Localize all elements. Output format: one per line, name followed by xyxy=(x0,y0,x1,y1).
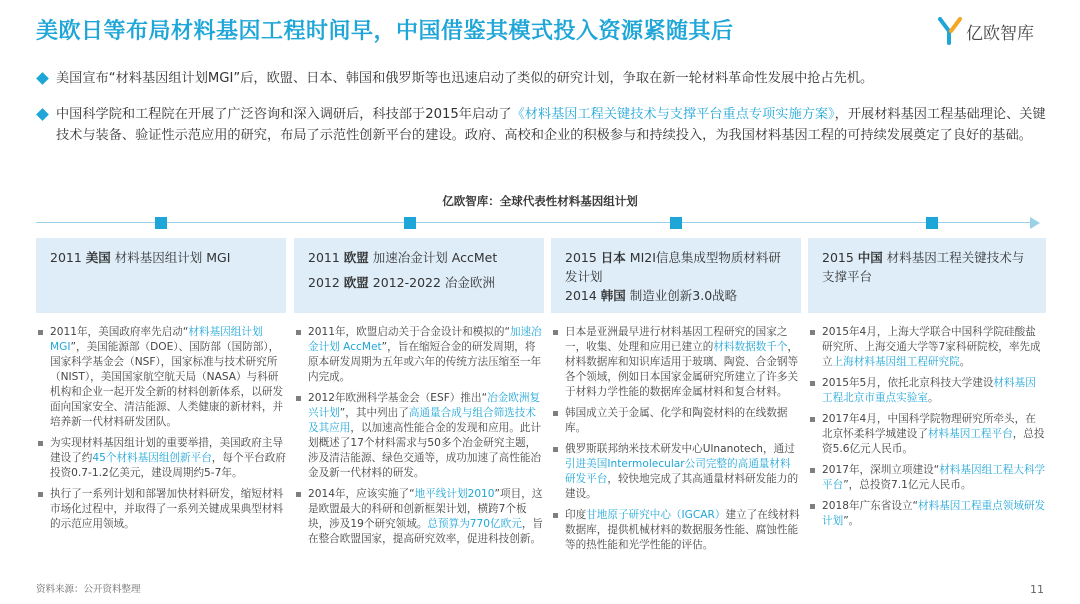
column-header-line xyxy=(308,248,530,267)
column-header-usa xyxy=(36,238,286,313)
header-program-name: 材料基因工程关键技术与支撑平台 xyxy=(822,250,1025,284)
list-item xyxy=(36,487,286,532)
body-text: 。 xyxy=(927,392,939,404)
highlight-text: 地平线计划2010 xyxy=(414,488,495,500)
square-bullet-icon xyxy=(810,330,815,335)
list-item xyxy=(551,442,801,502)
body-text: 为实现材料基因组计划的重要举措，美国政府主导建设了约 xyxy=(50,437,284,464)
source-note: 资料来源：公开资料整理 xyxy=(36,584,141,595)
body-text: ”，旨在缩短合金的研发周期，将原本研发周期为五年或六年的传统方法压缩至一年内完成。 xyxy=(308,341,542,383)
square-bullet-icon xyxy=(38,492,43,497)
body-text: 2015年4月，上海大学联合中国科学院硅酸盐研究所、上海交通大学等7家科研院校，率先成立 xyxy=(822,326,1041,368)
column-header-line xyxy=(822,248,1032,286)
page-number: 11 xyxy=(1030,583,1044,596)
body-text: ，较快地完成了其高通量材料研发能力的建设。 xyxy=(565,473,799,500)
list-item xyxy=(294,391,544,481)
timeline-marker xyxy=(926,217,938,229)
list-item xyxy=(808,499,1046,529)
header-year: 2015 xyxy=(565,250,597,265)
highlight-text: 材料基因工程北京市重点实验室 xyxy=(822,377,1036,404)
body-text: 2011年，欧盟启动关于合金设计和模拟的“ xyxy=(308,326,510,338)
body-text: ，旨在整合欧盟国家，提高研究效率，促进科技创新。 xyxy=(308,518,543,545)
body-text: 2017年4月，中国科学院物理研究所牵头，在北京怀柔科学城建设了 xyxy=(822,413,1036,440)
list-item xyxy=(551,508,801,553)
highlight-text: 加速冶金计划 AccMet xyxy=(308,326,542,353)
header-country: 韩国 xyxy=(600,288,626,303)
list-item xyxy=(36,436,286,481)
header-year: 2012 xyxy=(308,275,340,290)
header-year: 2014 xyxy=(565,288,597,303)
body-text: ，每个平台政府投资0.7-1.2亿美元，建设周期约5-7年。 xyxy=(50,452,286,479)
body-text: ，总投资5.6亿元人民币。 xyxy=(822,428,1045,455)
body-text: 印度 xyxy=(565,509,587,521)
square-bullet-icon xyxy=(38,441,43,446)
body-text: 俄罗斯联邦纳米技术研发中心Ulnanotech，通过 xyxy=(565,443,795,455)
intro-text xyxy=(38,68,1048,89)
body-text: ”，总投资7.1亿元人民币。 xyxy=(843,479,972,491)
list-item xyxy=(808,325,1046,370)
square-bullet-icon xyxy=(553,330,558,335)
body-text: 2017年，深圳立项建设“ xyxy=(822,464,940,476)
square-bullet-icon xyxy=(553,447,558,452)
timeline-marker xyxy=(155,217,167,229)
column-header-china xyxy=(808,238,1046,313)
intro-bullet xyxy=(38,68,1048,89)
timeline-marker xyxy=(404,217,416,229)
logo xyxy=(938,16,1058,46)
header-program-name: 2012-2022 冶金欧洲 xyxy=(372,275,495,290)
header-program-name: 制造业创新3.0战略 xyxy=(629,288,738,303)
body-text: ”项目，这是欧盟最大的科研和创新框架计划，横跨7个板块，涉及19个研究领域。 xyxy=(308,488,543,530)
highlight-text: 45个材料基因组创新平台 xyxy=(92,452,212,464)
square-bullet-icon xyxy=(553,411,558,416)
highlight-text: 总预算为770亿欧元 xyxy=(427,518,522,530)
intro-bullet xyxy=(38,104,1048,146)
square-bullet-icon xyxy=(810,468,815,473)
body-text: ”，美国能源部（DOE）、国防部（国防部），国家科学基金会（NSF），国家标准与技术研究所（NIST），美国国家航空航天局（NASA）与科研机构和企业一起开发全新的材料创新体系，以研发面向国家安全、清洁能源、人类健康的新材料，并培养新一代材料研发团队。 xyxy=(50,341,284,428)
body-text: ”，其中列出了 xyxy=(339,407,409,419)
body-text: 建立了在线材料数据库，提供机械材料的数据服务性能、腐蚀性能等的热性能和光学性能的评估。 xyxy=(565,509,800,551)
body-text: 2014年，应该实施了“ xyxy=(308,488,415,500)
header-year: 2011 xyxy=(308,250,340,265)
square-bullet-icon xyxy=(810,504,815,509)
body-text: ，以加速高性能合金的发现和应用。此计划概述了17个材料需求与50多个冶金研究主题，涉及清洁能源、绿色交通等，成功加速了高性能冶金及新一代材料的研发。 xyxy=(308,422,542,479)
timeline-marker xyxy=(670,217,682,229)
list-item xyxy=(808,463,1046,493)
square-bullet-icon xyxy=(296,396,301,401)
yiou-logo-icon xyxy=(938,17,962,45)
highlight-text: 材料基因工程平台 xyxy=(927,428,1013,440)
header-country: 中国 xyxy=(857,250,883,265)
body-text: 执行了一系列计划和部署加快材料研发，缩短材料市场化过程中，并取得了一系列关键成果典型材料的示范应用领域。 xyxy=(50,488,284,530)
header-year: 2015 xyxy=(822,250,854,265)
highlight-text: 材料基因工程重点领域研发计划 xyxy=(822,500,1046,527)
body-text: ，开展材料基因工程基础理论、关键技术与装备、验证性示范应用的研究，布局了示范性创新平台的建设。政府、高校和企业的积极参与和持续投入，为我国材料基因工程的可持续发展奠定了良好的基础。 xyxy=(56,107,1046,143)
body-text: ，材料数据库和知识库适用于玻璃、陶瓷、合金钢等各个领域，例如日本国家金属研究所建立了许多关于材料力学性能的数据库金属材料和复合材料。 xyxy=(565,341,799,398)
header-year: 2011 xyxy=(50,250,82,265)
highlight-text: 材料数据数千个 xyxy=(713,341,788,353)
body-text: 美国宣布“材料基因组计划MGI”后，欧盟、日本、韩国和俄罗斯等也迅速启动了类似的研究计划，争取在新一轮材料革命性发展中抢占先机。 xyxy=(56,71,874,86)
body-text: 。 xyxy=(959,356,971,368)
square-bullet-icon xyxy=(38,330,43,335)
list-item xyxy=(36,325,286,430)
body-text: 2018年广东省设立“ xyxy=(822,500,919,512)
intro-text xyxy=(38,104,1048,146)
list-item xyxy=(294,325,544,385)
square-bullet-icon xyxy=(810,417,815,422)
header-country: 日本 xyxy=(600,250,626,265)
body-text: 中国科学院和工程院在开展了广泛咨询和深入调研后，科技部于2015年启动了 xyxy=(56,107,512,122)
column-body-usa xyxy=(36,325,286,538)
highlight-text: 冶金欧洲复兴计划 xyxy=(308,392,541,419)
header-program-name: MI2I信息集成型物质材料研发计划 xyxy=(565,250,781,284)
column-header-line xyxy=(565,248,787,286)
square-bullet-icon xyxy=(553,513,558,518)
highlight-text: 甘地原子研究中心（IGCAR） xyxy=(586,509,726,521)
column-header-line xyxy=(50,248,272,267)
body-text: 日本是亚洲最早进行材料基因工程研究的国家之一，收集、处理和应用已建立的 xyxy=(565,326,788,353)
highlight-text: 上海材料基因组工程研究院 xyxy=(832,356,960,368)
column-body-japan-korea xyxy=(551,325,801,559)
header-program-name: 加速冶金计划 AccMet xyxy=(372,250,498,265)
list-item xyxy=(551,325,801,400)
header-program-name: 材料基因组计划 MGI xyxy=(114,250,231,265)
highlight-text: 《材料基因工程关键技术与支撑平台重点专项实施方案》 xyxy=(511,107,835,122)
column-header-line xyxy=(308,273,530,292)
logo-text: 亿欧智库 xyxy=(966,23,1034,44)
timeline-axis xyxy=(36,222,1036,223)
column-header-line xyxy=(565,286,787,305)
body-text: 韩国成立关于金属、化学和陶瓷材料的在线数据库。 xyxy=(565,407,788,434)
column-body-china xyxy=(808,325,1046,535)
list-item xyxy=(808,412,1046,457)
square-bullet-icon xyxy=(810,381,815,386)
list-item xyxy=(294,487,544,547)
column-header-eu xyxy=(294,238,544,313)
page-title: 美欧日等布局材料基因工程时间早，中国借鉴其模式投入资源紧随其后 xyxy=(36,19,734,44)
body-text: 2015年5月，依托北京科技大学建设 xyxy=(822,377,994,389)
body-text: ”。 xyxy=(843,515,860,527)
header-country: 欧盟 xyxy=(343,275,369,290)
list-item xyxy=(551,406,801,436)
body-text: 2012年欧洲科学基金会（ESF）推出“ xyxy=(308,392,488,404)
square-bullet-icon xyxy=(296,492,301,497)
column-body-eu xyxy=(294,325,544,553)
square-bullet-icon xyxy=(296,330,301,335)
column-header-japan-korea xyxy=(551,238,801,313)
list-item xyxy=(808,376,1046,406)
body-text: 2011年，美国政府率先启动“ xyxy=(50,326,189,338)
timeline-title: 亿欧智库：全球代表性材料基因组计划 xyxy=(442,194,638,208)
highlight-text: 材料基因组工程大科学平台 xyxy=(822,464,1046,491)
header-country: 美国 xyxy=(85,250,111,265)
highlight-text: 引进美国Intermolecular公司完整的高通量材料研发平台 xyxy=(565,458,791,485)
highlight-text: 材料基因组计划 MGI xyxy=(50,326,263,353)
highlight-text: 高通量合成与组合筛选技术及其应用 xyxy=(308,407,536,434)
timeline-arrow-icon xyxy=(1030,217,1040,229)
header-country: 欧盟 xyxy=(343,250,369,265)
